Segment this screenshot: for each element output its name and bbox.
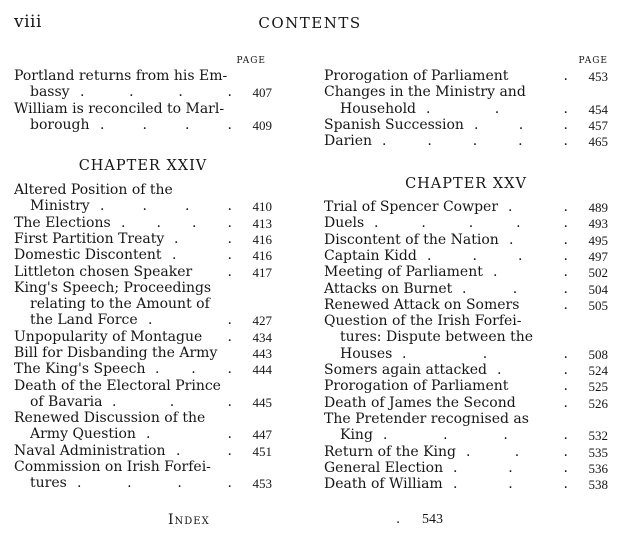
dot-leader: . .	[497, 362, 568, 378]
toc-entry-title-line: The King's Speech	[14, 361, 146, 378]
page-column-label: PAGE	[236, 56, 266, 66]
toc-entry-title-line: Return of the King	[324, 443, 456, 460]
toc-entry-title-line: King's Speech; Proceedings	[14, 279, 212, 296]
toc-entry	[324, 395, 608, 411]
toc-page-number: 454	[588, 101, 608, 117]
toc-page-number: 524	[588, 363, 608, 378]
toc-page-number: 525	[588, 379, 608, 395]
toc-entry-title-line: Question of the Irish Forfei-	[324, 313, 522, 330]
toc-entry-title-line: Death of the Electoral Prince	[14, 377, 221, 394]
toc-entry	[14, 443, 272, 459]
toc-page-number: 526	[588, 395, 608, 411]
toc-page-number: 409	[252, 117, 272, 133]
toc-entry	[324, 232, 608, 248]
toc-page-number: 407	[252, 85, 272, 101]
toc-page-number: 445	[252, 394, 272, 410]
toc-entry	[14, 378, 272, 411]
toc-entry-title-line: King	[340, 427, 373, 444]
dot-leader: .	[563, 296, 568, 313]
toc-page-number: 497	[588, 248, 608, 264]
toc-page-number: 444	[252, 362, 272, 378]
toc-entry	[324, 444, 608, 460]
toc-entry-title-line: Domestic Discontent	[14, 247, 162, 264]
dot-leader: . .	[508, 199, 568, 215]
running-head-title: CONTENTS	[258, 14, 362, 32]
toc-entry-title-line: bassy	[30, 84, 70, 101]
dot-leader: . .	[146, 426, 232, 443]
toc-entry	[14, 345, 272, 361]
toc-entry-title-line: Attacks on Burnet	[324, 280, 453, 297]
toc-page-number: 504	[588, 281, 608, 297]
toc-entry	[14, 280, 272, 329]
toc-page-number: 457	[588, 117, 608, 133]
dot-leader: . . . .	[80, 84, 232, 101]
toc-entry-title-line: Death of James the Second	[324, 394, 516, 411]
toc-page-number: 508	[588, 346, 608, 362]
toc-entry-title-line: Trial of Spencer Cowper	[324, 199, 499, 215]
toc-entry	[324, 84, 608, 117]
toc-page-number: 505	[588, 297, 608, 313]
index-label: Index	[168, 512, 210, 528]
toc-entry-title-line: borough	[30, 116, 90, 133]
toc-entry-title-line: Duels	[324, 215, 365, 232]
toc-page-number: 489	[588, 200, 608, 215]
toc-entry-title-line: Somers again attacked	[324, 362, 488, 378]
dot-leader: . . . . .	[382, 133, 568, 150]
dot-leader: . .	[148, 312, 232, 329]
toc-entry	[324, 248, 608, 264]
toc-entry-title-line: relating to the Amount of	[30, 296, 210, 313]
toc-page-number: 453	[588, 69, 608, 84]
toc-entry	[14, 410, 272, 443]
dot-leader: . . .	[453, 459, 568, 476]
toc-entry-title-line: The Elections	[14, 214, 111, 231]
toc-page-number: 451	[252, 443, 272, 459]
toc-entry	[324, 215, 608, 231]
toc-page-number: 417	[252, 264, 272, 280]
toc-page-number: 465	[588, 134, 608, 150]
dot-leader: . . . .	[100, 116, 232, 133]
toc-page-number: 493	[588, 216, 608, 232]
toc-entry	[324, 68, 608, 84]
toc-page-number: 427	[252, 313, 272, 329]
toc-page-number: 443	[252, 346, 272, 361]
toc-entry	[14, 68, 272, 101]
toc-entry	[324, 460, 608, 476]
page-column-label: PAGE	[578, 56, 608, 66]
toc-page-number: 538	[588, 477, 608, 493]
toc-entry-title-line: Darien	[324, 133, 373, 150]
toc-entry-title-line: Naval Administration	[14, 442, 166, 459]
toc-page-number: 532	[588, 428, 608, 444]
toc-entry	[14, 231, 272, 247]
dot-leader: . . . .	[121, 214, 232, 231]
dot-leader: . . . .	[383, 427, 568, 444]
toc-page-number: 453	[252, 476, 272, 492]
chapter-heading: CHAPTER XXV	[405, 176, 527, 192]
toc-entry-title-line: First Partition Treaty	[14, 230, 165, 247]
page-folio: viii	[14, 12, 42, 32]
toc-entry-title-line: William is reconciled to Marl-	[14, 100, 225, 117]
toc-entry	[324, 117, 608, 133]
toc-page-number: 495	[588, 232, 608, 248]
toc-entry	[324, 281, 608, 297]
toc-page-number: 410	[252, 199, 272, 215]
toc-entry	[14, 459, 272, 492]
dot-leader: . . .	[462, 280, 568, 297]
index-page-number: 543	[422, 512, 443, 527]
toc-entry-title-line: Discontent of the Nation	[324, 231, 499, 248]
toc-entry	[324, 476, 608, 492]
toc-page-number: 447	[252, 427, 272, 443]
dot-leader: . . .	[453, 476, 568, 493]
toc-page-number: 416	[252, 248, 272, 264]
toc-entry	[324, 313, 608, 362]
toc-entry-title-line: The Pretender recognised as	[324, 410, 529, 427]
chapter-heading: CHAPTER XXIV	[78, 158, 208, 174]
toc-page-number: 502	[588, 265, 608, 281]
dot-leader: . . .	[402, 345, 568, 362]
toc-entry-title-line: Changes in the Ministry and	[324, 84, 526, 101]
dot-leader: . .	[176, 442, 232, 459]
toc-entry-title-line: Ministry	[30, 198, 90, 215]
dot-leader: .	[563, 394, 568, 411]
toc-page-number: 416	[252, 231, 272, 247]
toc-entry-title-line: Household	[340, 100, 417, 117]
toc-entry	[324, 362, 608, 378]
toc-page-number: 413	[252, 215, 272, 231]
toc-entry-title-line: Renewed Attack on Somers	[324, 296, 520, 313]
dot-leader: .	[227, 263, 232, 280]
toc-entry	[14, 264, 272, 280]
index-leader: .	[396, 512, 401, 527]
dot-leader: .	[227, 328, 232, 345]
dot-leader: . . .	[155, 361, 232, 378]
dot-leader: . .	[174, 230, 232, 247]
toc-entry-title-line: Littleton chosen Speaker	[14, 263, 193, 280]
toc-entry-title-line: Altered Position of the	[14, 182, 173, 198]
toc-entry	[324, 378, 608, 394]
dot-leader: . . . .	[77, 475, 232, 492]
toc-entry-title-line: Army Question	[30, 426, 136, 443]
toc-entry	[14, 101, 272, 134]
dot-leader: . . .	[426, 100, 568, 117]
dot-leader: . . .	[466, 443, 568, 460]
toc-entry-title-line: Captain Kidd	[324, 247, 417, 264]
toc-entry-title-line: General Election	[324, 459, 444, 476]
dot-leader: .	[563, 68, 568, 84]
toc-entry	[324, 411, 608, 444]
toc-entry	[324, 264, 608, 280]
toc-entry-title-line: Commission on Irish Forfei-	[14, 459, 211, 476]
toc-page-number: 536	[588, 460, 608, 476]
dot-leader: . .	[509, 231, 568, 248]
dot-leader: . .	[493, 264, 568, 281]
toc-page-number: 434	[252, 329, 272, 345]
toc-page-number: 535	[588, 444, 608, 460]
toc-entry-title-line: Houses	[340, 345, 393, 362]
dot-leader: . . . . .	[374, 215, 568, 232]
toc-entry-title-line: Portland returns from his Em-	[14, 68, 228, 84]
toc-entry	[324, 297, 608, 313]
toc-entry-title-line: tures: Dispute between the	[340, 329, 534, 346]
dot-leader: . . .	[474, 116, 568, 133]
toc-entry-title-line: Unpopularity of Montague	[14, 328, 203, 345]
toc-entry	[14, 182, 272, 215]
toc-entry	[14, 215, 272, 231]
toc-entry-title-line: the Land Force	[30, 312, 138, 329]
toc-entry-title-line: Meeting of Parliament	[324, 264, 483, 281]
toc-entry	[14, 329, 272, 345]
toc-entry	[324, 199, 608, 215]
toc-entry	[14, 247, 272, 263]
dot-leader: . . . .	[427, 247, 568, 264]
toc-entry-title-line: Renewed Discussion of the	[14, 410, 206, 427]
dot-leader: . . . .	[100, 198, 232, 215]
toc-entry	[14, 361, 272, 377]
toc-entry-title-line: Prorogation of Parliament	[324, 68, 509, 84]
toc-entry-title-line: of Bavaria	[30, 393, 103, 410]
dot-leader: . . .	[112, 393, 232, 410]
toc-entry-title-line: Death of William	[324, 476, 443, 493]
dot-leader: .	[563, 378, 568, 395]
toc-entry-title-line: Bill for Disbanding the Army	[14, 345, 218, 361]
toc-entry-title-line: Spanish Succession	[324, 116, 464, 133]
toc-entry-title-line: Prorogation of Parliament	[324, 378, 509, 395]
toc-entry-title-line: tures	[30, 475, 67, 492]
toc-entry	[324, 133, 608, 149]
dot-leader: . .	[172, 247, 232, 264]
